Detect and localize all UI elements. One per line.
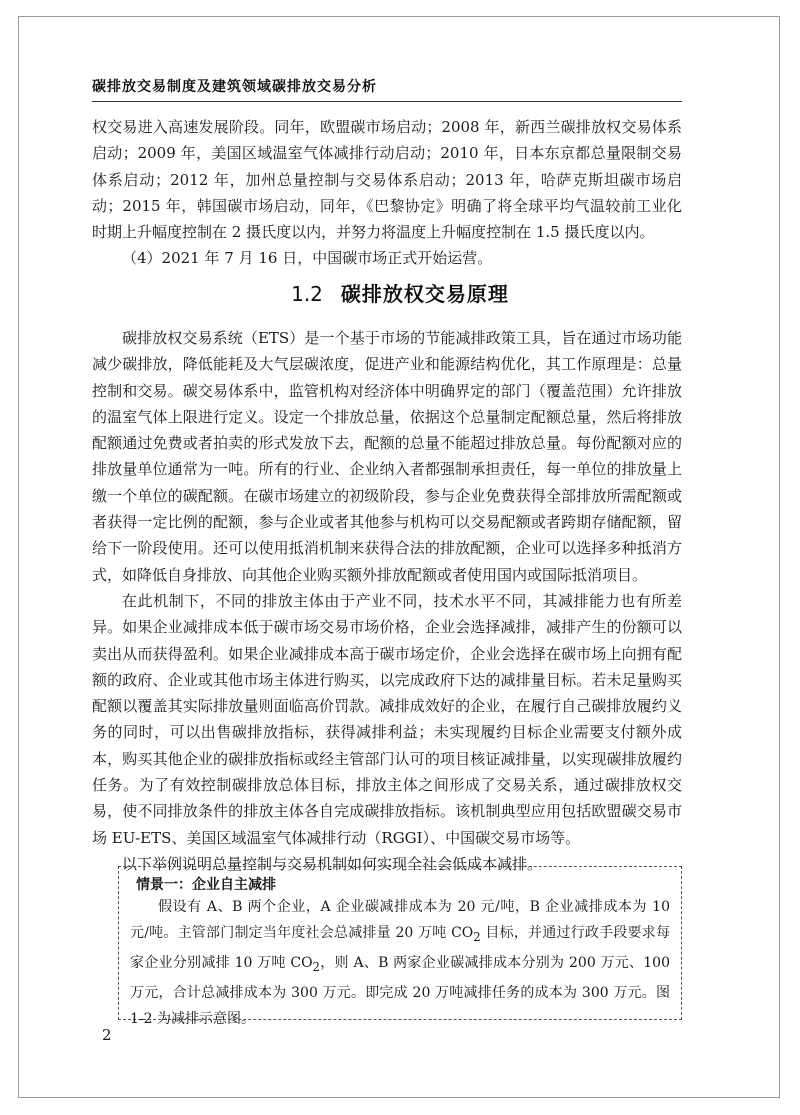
page-number: 2 — [102, 1026, 112, 1044]
case-title: 情景一：企业自主减排 — [136, 877, 276, 893]
main-text-block — [92, 325, 682, 877]
header-rule — [92, 101, 682, 102]
case-text-part1: 假设有 A、B 两个企业，A 企业碳减排成本为 20 元/吨，B 企业减排成本为 10 元/吨。主管部门制定当年度社会总减排量 20 万吨 CO — [130, 899, 670, 941]
case-text — [118, 894, 682, 1032]
paragraph-continuation: 权交易进入高速发展阶段。同年，欧盟碳市场启动；2008 年，新西兰碳排放权交易体系启动；2009 年，美国区域温室气体减排行动启动；2010 年，日本东京都总量限制交易体系启动；2012 年，加州总量控制与交易体系启动；2013 年，哈萨克斯坦碳市场启动；2015 年，韩国碳市场启动，同年，《巴黎协定》明确了将全球平均气温较前工业化时期上升幅度控制在 2 摄氏度以内，并努力将温度上升幅度控制在 1.5 摄氏度以内。 — [92, 118, 682, 242]
section-number: 1.2 — [291, 282, 323, 306]
case-text-part2: 目标，并通过行政手段要求每家企业分别减排 10 万吨 CO — [130, 925, 670, 971]
section-title: 碳排放权交易原理 — [340, 282, 509, 306]
co2-subscript: 2 — [312, 959, 320, 974]
paragraph-item-4: （4）2021 年 7 月 16 日，中国碳市场正式开始运营。 — [122, 249, 493, 268]
co2-subscript: 2 — [473, 929, 481, 944]
top-text-block — [92, 114, 682, 272]
running-header: 碳排放交易制度及建筑领域碳排放交易分析 — [92, 79, 377, 95]
paragraph-example-lead: 以下举例说明总量控制与交易机制如何实现全社会低成本减排。 — [122, 854, 543, 873]
case-text-part3: ，则 A、B 两家企业碳减排成本分别为 200 万元、100 万元，合计总减排成本为 300 万元。即完成 20 万吨减排任务的成本为 300 万元。图 1-2 为减排示意图。 — [130, 954, 670, 1027]
paragraph-mechanism: 在此机制下，不同的排放主体由于产业不同，技术水平不同，其减排能力也有所差异。如果企业减排成本低于碳市场交易市场价格，企业会选择减排，减排产生的份额可以卖出从而获得盈利。如果企业减排成本高于碳市场定价，企业会选择在碳市场上向拥有配额的政府、企业或其他市场主体进行购买，以完成政府下达的减排量目标。若未足量购买配额以覆盖其实际排放量则面临高价罚款。减排成效好的企业，在履行自己碳排放履约义务的同时，可以出售碳排放指标，获得减排利益；未实现履约目标企业需要支付额外成本，购买其他企业的碳排放指标或经主管部门认可的项目核证减排量，以实现碳排放履约任务。为了有效控制碳排放总体目标，排放主体之间形成了交易关系，通过碳排放权交易，使不同排放条件的排放主体各自完成碳排放指标。该机制典型应用包括欧盟碳交易市场 EU-ETS、美国区域温室气体减排行动（RGGI）、中国碳交易市场等。 — [92, 591, 682, 847]
paragraph-ets-intro: 碳排放权交易系统（ETS）是一个基于市场的节能减排政策工具，旨在通过市场功能减少碳排放，降低能耗及大气层碳浓度，促进产业和能源结构优化，其工作原理是：总量控制和交易。碳交易体系中，监管机构对经济体中明确界定的部门（覆盖范围）允许排放的温室气体上限进行定义。设定一个排放总量，依据这个总量制定配额总量，然后将排放配额通过免费或者拍卖的形式发放下去，配额的总量不能超过排放总量。每份配额对应的排放量单位通常为一吨。所有的行业、企业纳入者都强制承担责任，每一单位的排放量上缴一个单位的碳配额。在碳市场建立的初级阶段，参与企业免费获得全部排放所需配额或者获得一定比例的配额，参与企业或者其他参与机构可以交易配额或者跨期存储配额，留给下一阶段使用。还可以使用抵消机制来获得合法的排放配额，企业可以选择多种抵消方式，如降低自身排放、向其他企业购买额外排放配额或者使用国内或国际抵消项目。 — [92, 329, 682, 584]
section-heading — [0, 278, 800, 307]
